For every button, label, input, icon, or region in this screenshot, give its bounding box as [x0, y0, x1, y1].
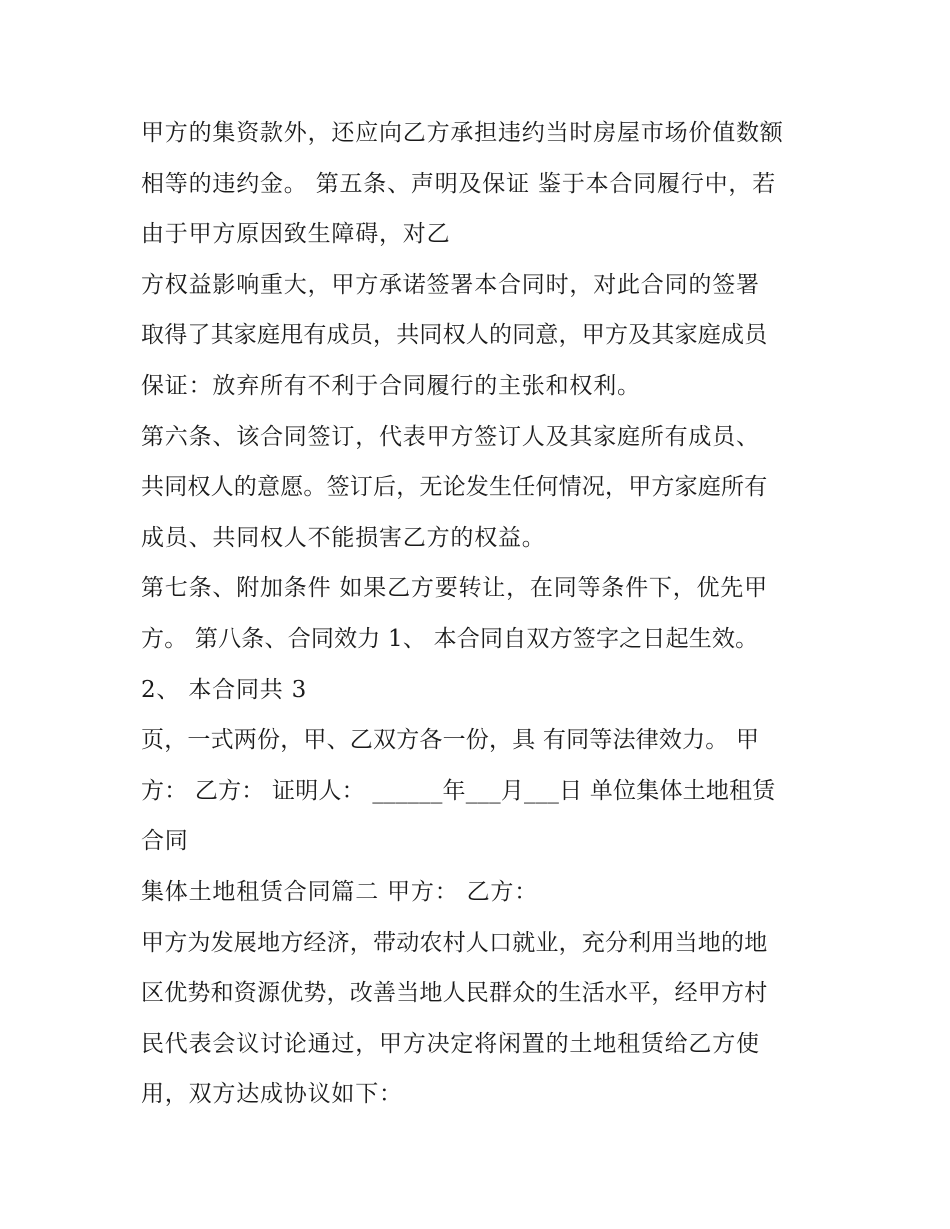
text-line: 2、 本合同共 3 [141, 676, 308, 703]
text-line: 合同 [141, 828, 189, 855]
text-line: 相等的违约金。 第五条、声明及保证 鉴于本合同履行中，若 [141, 170, 777, 197]
text-line: 成员、共同权人不能损害乙方的权益。 [141, 524, 546, 551]
text-line: 共同权人的意愿。签订后，无论发生任何情况，甲方家庭所有 [141, 474, 768, 501]
text-line: 甲方的集资款外，还应向乙方承担违约当时房屋市场价值数额 [141, 120, 784, 146]
text-line: 取得了其家庭甩有成员，共同权人的同意，甲方及其家庭成员 [141, 322, 768, 349]
text-line: 由于甲方原因致生障碍，对乙 [141, 221, 451, 248]
text-line: 民代表会议讨论通过，甲方决定将闲置的土地租赁给乙方使 [141, 1030, 760, 1057]
text-line: 方。 第八条、合同效力 1、 本合同自双方签字之日起生效。 [141, 625, 759, 652]
text-line: 集体土地租赁合同篇二 甲方： 乙方： [141, 878, 539, 905]
text-line: 区优势和资源优势，改善当地人民群众的生活水平，经甲方村 [141, 980, 768, 1007]
text-line: 第六条、该合同签订，代表甲方签订人及其家庭所有成员、 [141, 423, 760, 450]
text-line: 保证：放弃所有不利于合同履行的主张和权利。 [141, 372, 641, 399]
text-line: 第七条、附加条件 如果乙方要转让，在同等条件下，优先甲 [141, 575, 768, 602]
text-line: 甲方为发展地方经济，带动农村人口就业，充分利用当地的地 [141, 929, 768, 956]
document-body [141, 108, 821, 1120]
text-line: 方： 乙方： 证明人： ______年___月___日 单位集体土地租赁 [141, 777, 776, 804]
text-line: 页，一式两份，甲、乙双方各一份，具 有同等法律效力。 甲 [141, 727, 760, 754]
text-line: 方权益影响重大，甲方承诺签署本合同时，对此合同的签署 [141, 271, 760, 298]
text-line: 用，双方达成协议如下： [141, 1081, 403, 1108]
